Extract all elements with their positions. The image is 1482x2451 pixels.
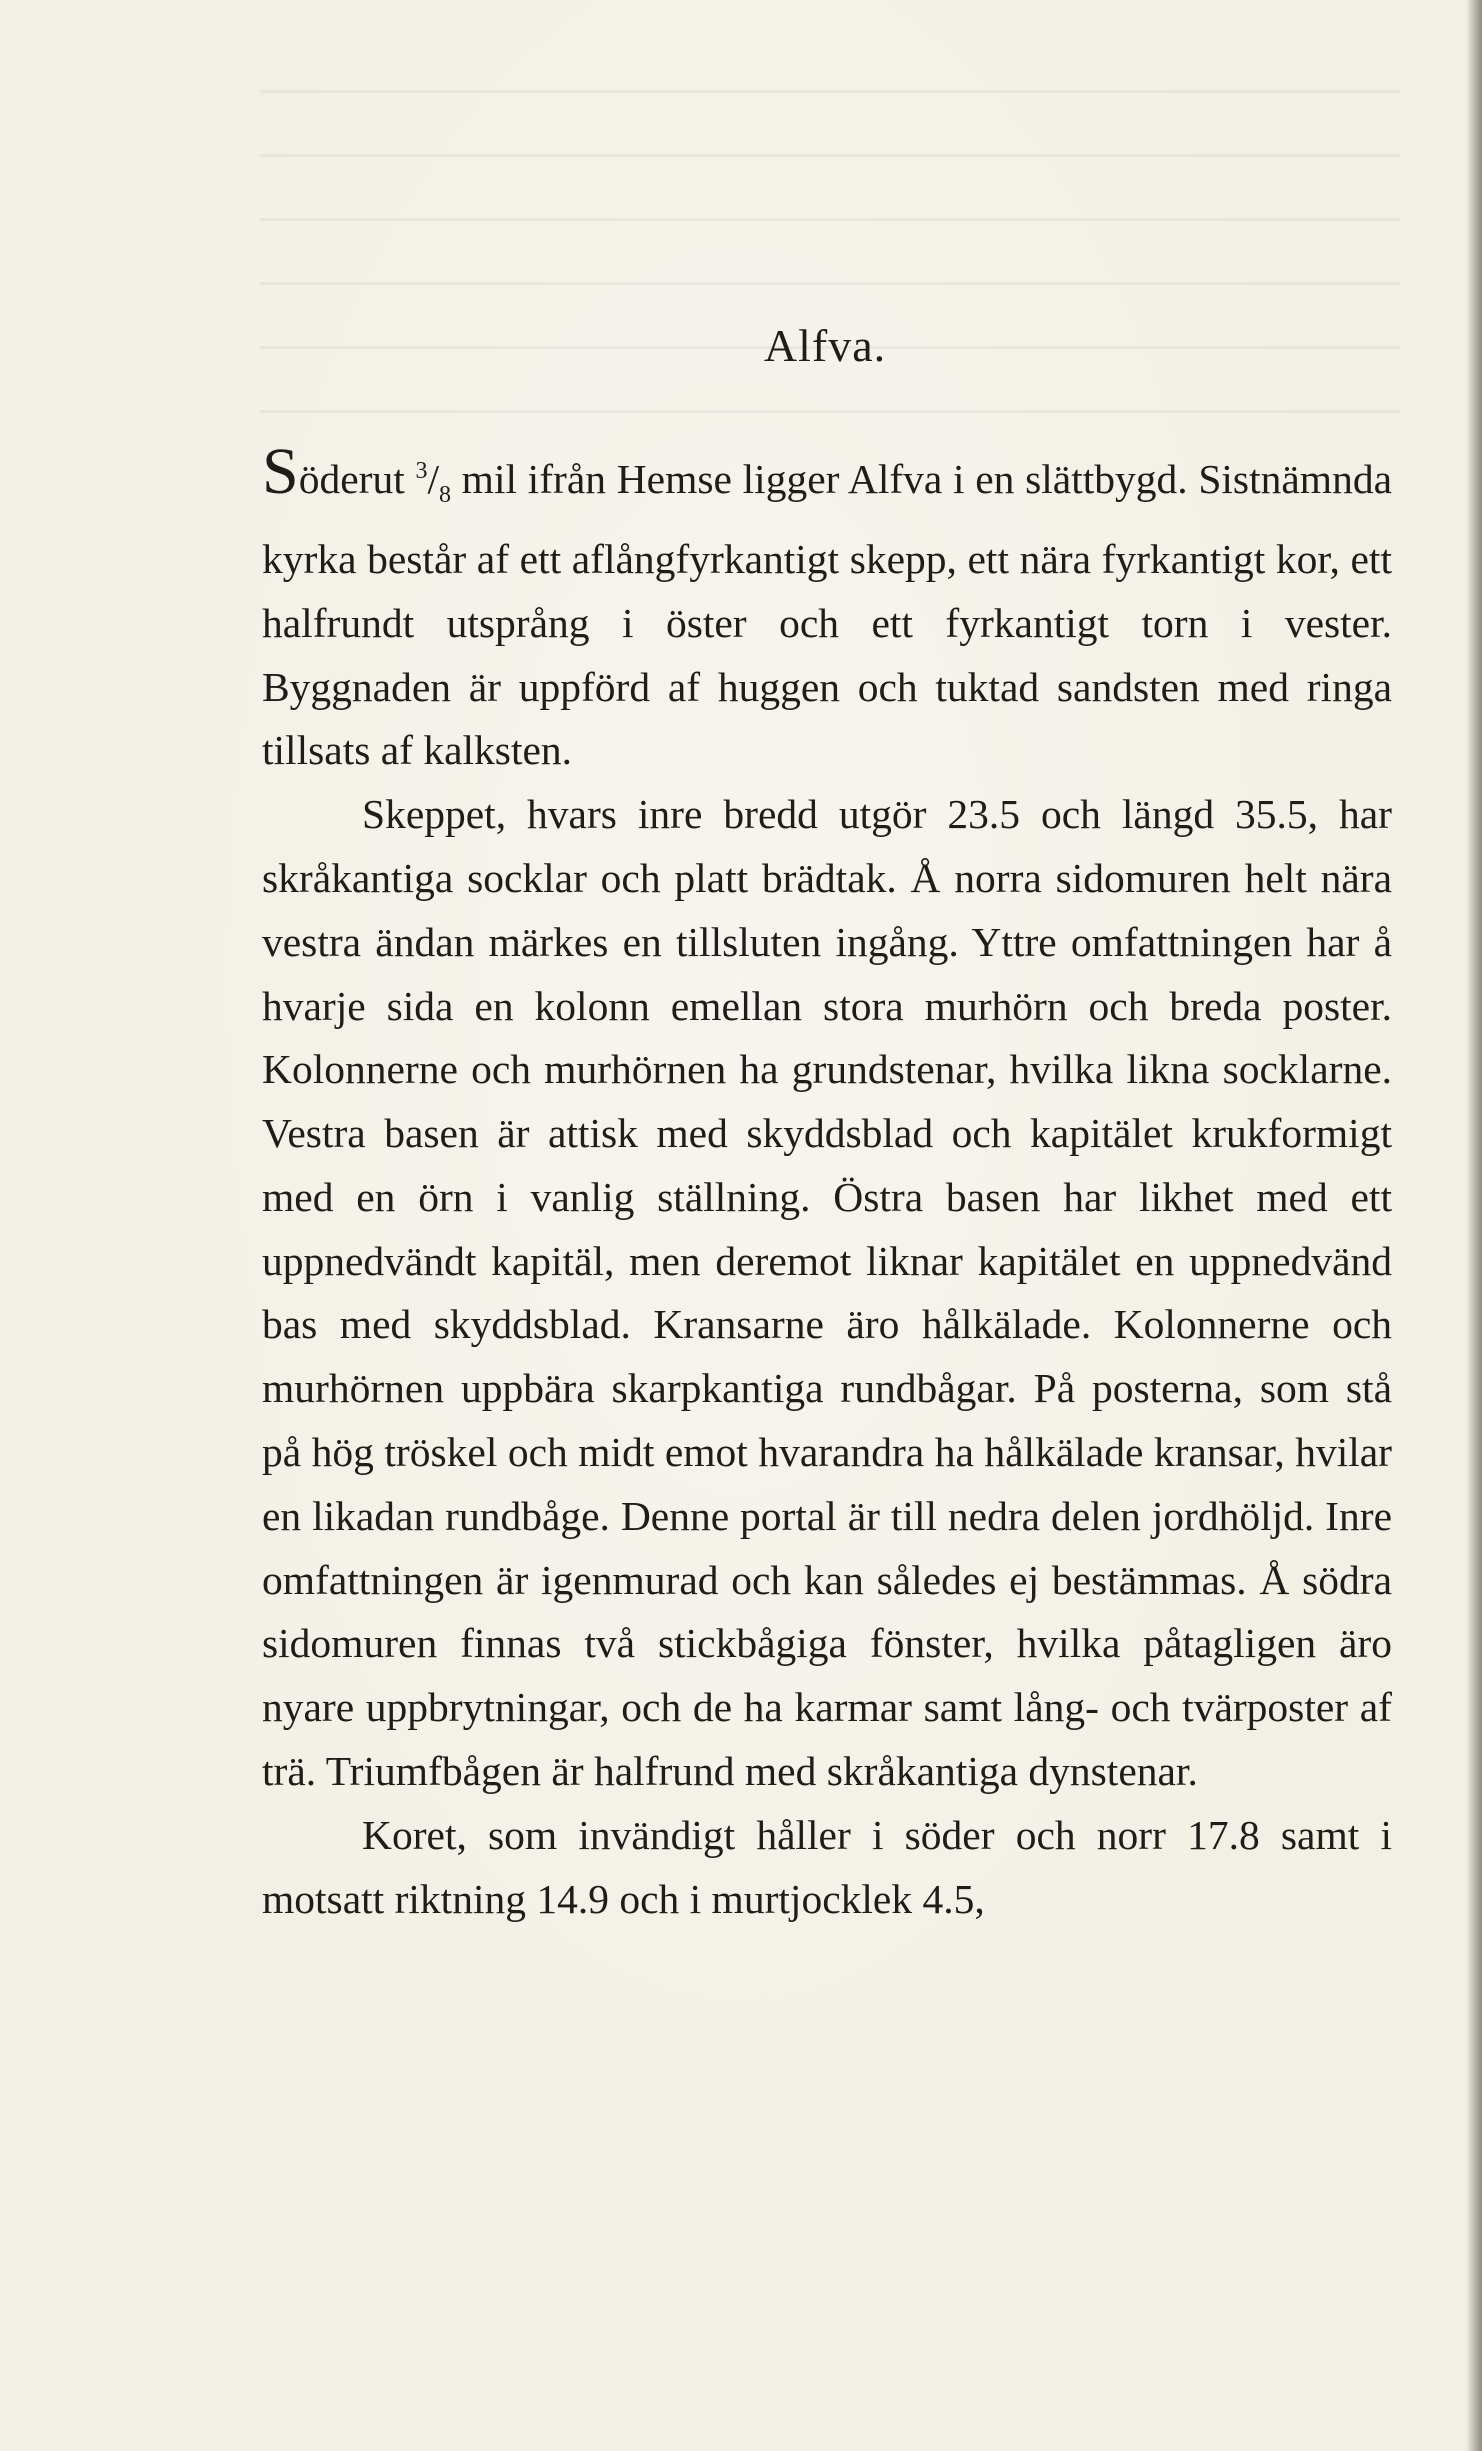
page-title: Alfva. (763, 320, 887, 371)
paragraph-3: Koret, som invändigt håller i söder och norr 17.8 samt i motsatt riktning 14.9 och i murtjocklek 4.5, (262, 1811, 1392, 1922)
paragraph-2: Skeppet, hvars inre bredd utgör 23.5 och längd 35.5, har skråkantiga socklar och platt brädtak. Å norra sidomuren helt nära vestra ändan märkes en tillsluten ingång. Yttre omfattningen har å hvarje sida en kolonn emellan stora murhörn och breda poster. Kolonnerne och murhörnen ha grundstenar, hvilka likna socklarne. Vestra basen är attisk med skyddsblad och kapitälet krukformigt med en örn i vanlig ställning. Östra basen har likhet med ett uppnedvändt kapitäl, men deremot liknar kapitälet en uppnedvänd bas med skyddsblad. Kransarne äro hålkälade. Kolonnerne och murhörnen uppbära skarpkantiga rundbågar. På posterna, som stå på hög tröskel och midt emot hvarandra ha hålkälade kransar, hvilar en likadan rundbåge. Denne portal är till nedra delen jordhöljd. Inre omfattningen är igenmurad och kan således ej bestämmas. Å södra sidomuren finnas två stickbågiga fönster, hvilka påtagligen äro nyare uppbrytningar, och de ha karmar samt lång- och tvärposter af trä. Triumfbågen är halfrund med skråkantiga dynstenar. (262, 791, 1392, 1795)
fraction-denominator: 8 (438, 482, 451, 509)
paragraph-1-text: mil ifrån Hemse ligger Alfva i en slättbygd. Sistnämnda kyrka består af ett aflångfyrkantigt skepp, ett nära fyrkantigt kor, ett halfrundt utsprång i öster och ett fyrkantigt torn i vester. Byggnaden är uppförd af huggen och tuktad sandsten med ringa tillsats af kalksten. (262, 455, 1392, 774)
fraction-numerator: 3 (415, 458, 428, 484)
fraction-separator: / (427, 455, 439, 502)
body-text (262, 434, 1392, 1931)
paragraph-1 (262, 434, 1392, 783)
drop-cap: S (262, 434, 299, 508)
paragraph-1-pre: öderut (298, 455, 416, 502)
